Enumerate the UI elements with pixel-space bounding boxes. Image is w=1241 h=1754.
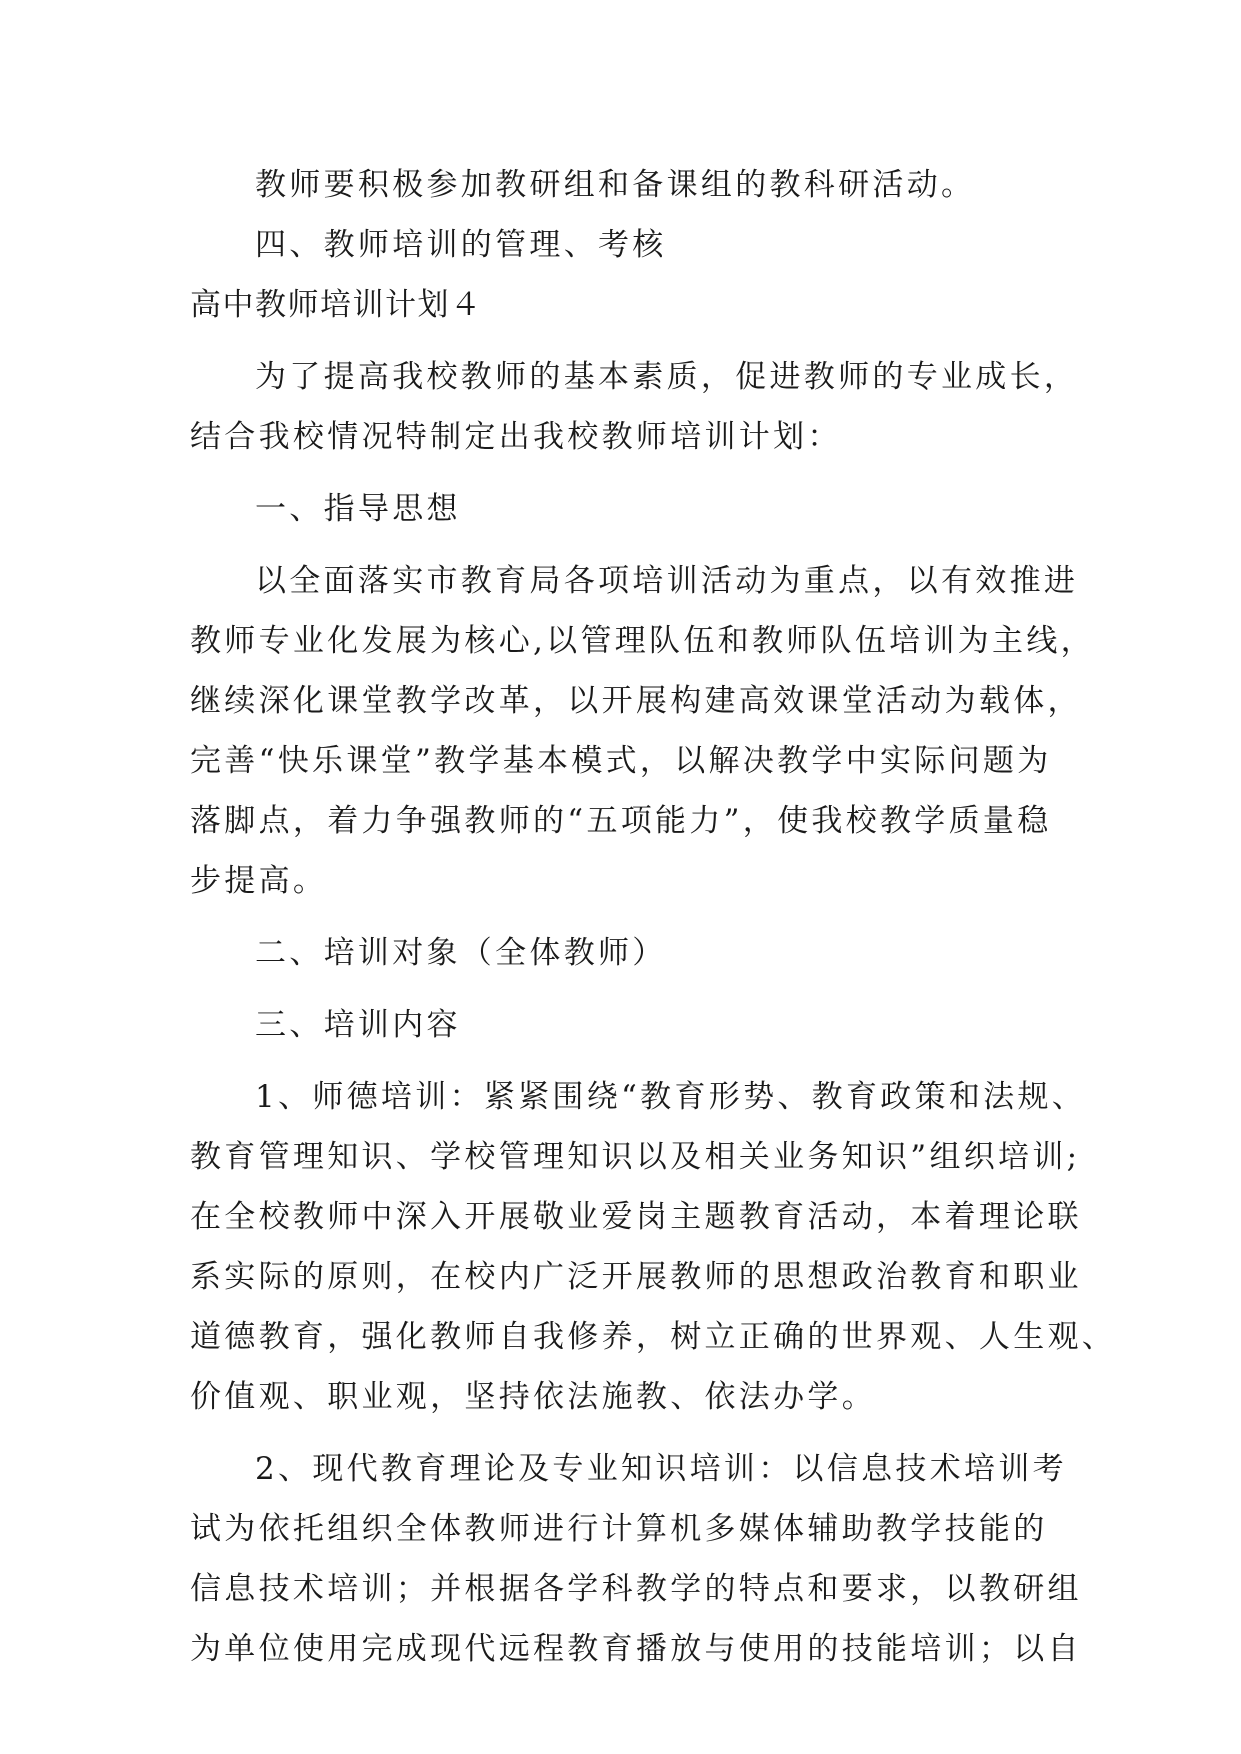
paragraph-line: 教师要积极参加教研组和备课组的教科研活动。 [255,167,976,203]
paragraph-line: 完善“快乐课堂”教学基本模式，以解决教学中实际问题为 [190,743,1052,779]
paragraph-line: 步提高。 [190,863,328,899]
paragraph-line: 为单位使用完成现代远程教育播放与使用的技能培训；以自 [190,1631,1082,1667]
document-body [190,155,1117,1679]
paragraph-line: 以全面落实市教育局各项培训活动为重点，以有效推进 [255,563,1079,599]
paragraph-line: 结合我校情况特制定出我校教师培训计划： [190,419,842,455]
paragraph-line: 为了提高我校教师的基本素质，促进教师的专业成长， [255,359,1079,395]
paragraph-line: 在全校教师中深入开展敬业爱岗主题教育活动，本着理论联 [190,1199,1082,1235]
section-heading: 一、指导思想 [255,491,461,527]
section-heading: 三、培训内容 [255,1007,461,1043]
paragraph-line: 落脚点，着力争强教师的“五项能力”，使我校教学质量稳 [190,803,1052,839]
paragraph-line: 试为依托组织全体教师进行计算机多媒体辅助教学技能的 [190,1511,1048,1547]
paragraph-line: 继续深化课堂教学改革，以开展构建高效课堂活动为载体， [190,683,1082,719]
paragraph-line: 教师专业化发展为核心,以管理队伍和教师队伍培训为主线， [190,623,1095,659]
paragraph-line: 2、现代教育理论及专业知识培训：以信息技术培训考 [255,1451,1067,1487]
paragraph-line: 价值观、职业观，坚持依法施教、依法办学。 [190,1379,876,1415]
paragraph-line: 信息技术培训；并根据各学科教学的特点和要求，以教研组 [190,1571,1082,1607]
section-heading: 二、培训对象（全体教师） [255,935,667,971]
section-heading: 四、教师培训的管理、考核 [255,227,667,263]
document-title: 高中教师培训计划４ [190,287,483,323]
paragraph-line: 道德教育，强化教师自我修养，树立正确的世界观、人生观、 [190,1319,1117,1355]
paragraph-line: 系实际的原则，在校内广泛开展教师的思想政治教育和职业 [190,1259,1082,1295]
paragraph-line: 教育管理知识、学校管理知识以及相关业务知识”组织培训; [190,1139,1081,1175]
paragraph-line: 1、师德培训：紧紧围绕“教育形势、教育政策和法规、 [255,1079,1087,1115]
